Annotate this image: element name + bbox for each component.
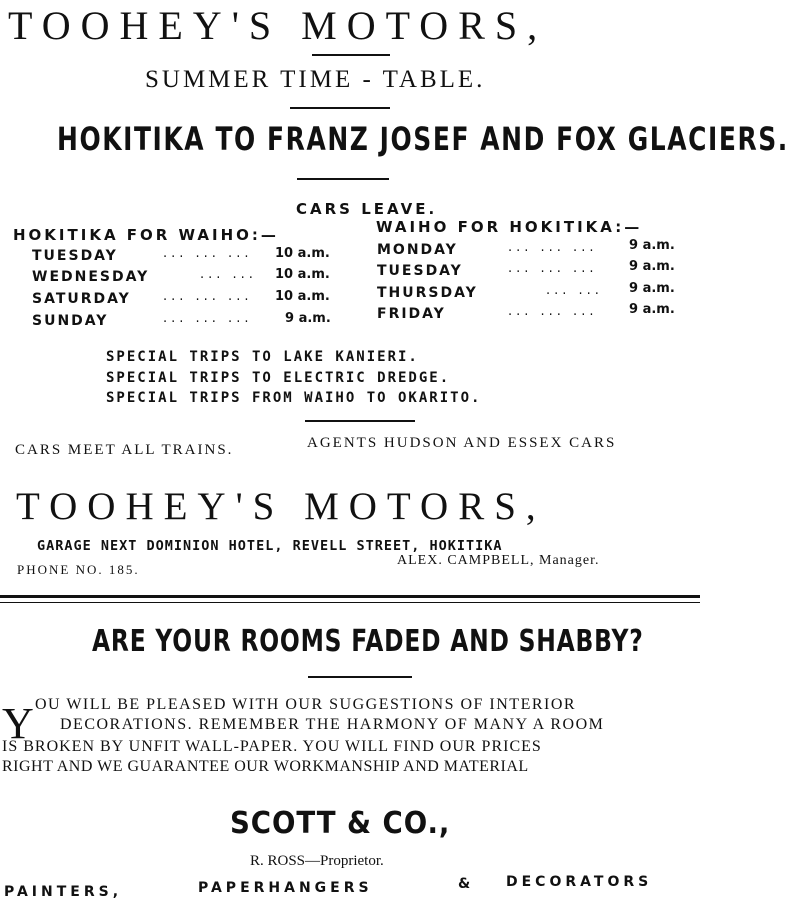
manager-name: ALEX. CAMPBELL, Manager. — [397, 553, 600, 568]
trade-item: PAINTERS, — [4, 884, 123, 900]
route-heading: HOKITIKA TO FRANZ JOSEF AND FOX GLACIERS. — [57, 120, 789, 158]
trade-item: & — [458, 876, 471, 892]
schedule-day: TUESDAY — [32, 248, 118, 264]
schedule-day: WEDNESDAY — [32, 269, 150, 285]
special-trip-line: SPECIAL TRIPS TO ELECTRIC DREDGE. — [106, 370, 451, 386]
garage-address: GARAGE NEXT DOMINION HOTEL, REVELL STREET, HOKITIKA — [37, 538, 503, 554]
phone-number: PHONE NO. 185. — [17, 562, 140, 577]
trade-item: DECORATORS — [506, 874, 653, 890]
schedule-dots: ... ... ... — [163, 246, 253, 261]
schedule-dots: ... ... ... — [163, 311, 253, 326]
schedule-day: TUESDAY — [377, 263, 463, 279]
body-line: OU WILL BE PLEASED WITH OUR SUGGESTIONS OF INTERIOR — [35, 696, 577, 713]
left-schedule-heading: HOKITIKA FOR WAIHO:— — [13, 226, 279, 244]
special-trip-line: SPECIAL TRIPS TO LAKE KANIERI. — [106, 349, 419, 365]
schedule-time: 10 a.m. — [275, 267, 330, 282]
right-schedule-heading: WAIHO FOR HOKITIKA:— — [376, 218, 643, 236]
scott-headline: ARE YOUR ROOMS FADED AND SHABBY? — [92, 624, 644, 659]
footer-title: TOOHEY'S MOTORS, — [16, 485, 546, 528]
divider — [308, 676, 412, 678]
schedule-day: THURSDAY — [377, 285, 478, 301]
schedule-time: 10 a.m. — [275, 246, 330, 261]
body-line: IS BROKEN BY UNFIT WALL-PAPER. YOU WILL FIND OUR PRICES — [2, 738, 542, 755]
schedule-time: 10 a.m. — [275, 289, 330, 304]
schedule-time: 9 a.m. — [629, 238, 675, 253]
agents-note: AGENTS HUDSON AND ESSEX CARS — [307, 435, 617, 451]
schedule-time: 9 a.m. — [629, 281, 675, 296]
drop-cap: Y — [2, 699, 34, 748]
divider — [290, 107, 390, 109]
divider — [312, 54, 390, 56]
schedule-time: 9 a.m. — [285, 311, 331, 326]
schedule-day: FRIDAY — [377, 306, 446, 322]
section-separator — [0, 595, 700, 598]
schedule-dots: ... ... ... — [508, 304, 598, 319]
header-title: TOOHEY'S MOTORS, — [8, 3, 548, 48]
schedule-day: SATURDAY — [32, 291, 131, 307]
body-line: DECORATIONS. REMEMBER THE HARMONY OF MANY A ROOM — [60, 716, 605, 733]
schedule-dots: ... ... ... — [508, 240, 598, 255]
schedule-dots: ... ... ... — [163, 289, 253, 304]
proprietor-name: R. ROSS—Proprietor. — [250, 853, 384, 869]
section-separator — [0, 602, 700, 603]
schedule-time: 9 a.m. — [629, 302, 675, 317]
cars-meet-trains: CARS MEET ALL TRAINS. — [15, 442, 234, 458]
schedule-dots: ... ... — [200, 267, 257, 282]
timetable-subtitle: SUMMER TIME - TABLE. — [145, 66, 486, 93]
cars-leave-heading: CARS LEAVE. — [296, 200, 438, 218]
divider — [305, 420, 415, 422]
schedule-dots: ... ... ... — [508, 261, 598, 276]
special-trip-line: SPECIAL TRIPS FROM WAIHO TO OKARITO. — [106, 390, 482, 406]
schedule-day: MONDAY — [377, 242, 458, 258]
body-line: RIGHT AND WE GUARANTEE OUR WORKMANSHIP AND MATERIAL — [2, 758, 529, 775]
schedule-dots: ... ... — [546, 283, 603, 298]
divider — [297, 178, 389, 180]
schedule-day: SUNDAY — [32, 313, 109, 329]
schedule-time: 9 a.m. — [629, 259, 675, 274]
company-name: SCOTT & CO., — [230, 806, 451, 841]
trade-item: PAPERHANGERS — [198, 880, 373, 896]
